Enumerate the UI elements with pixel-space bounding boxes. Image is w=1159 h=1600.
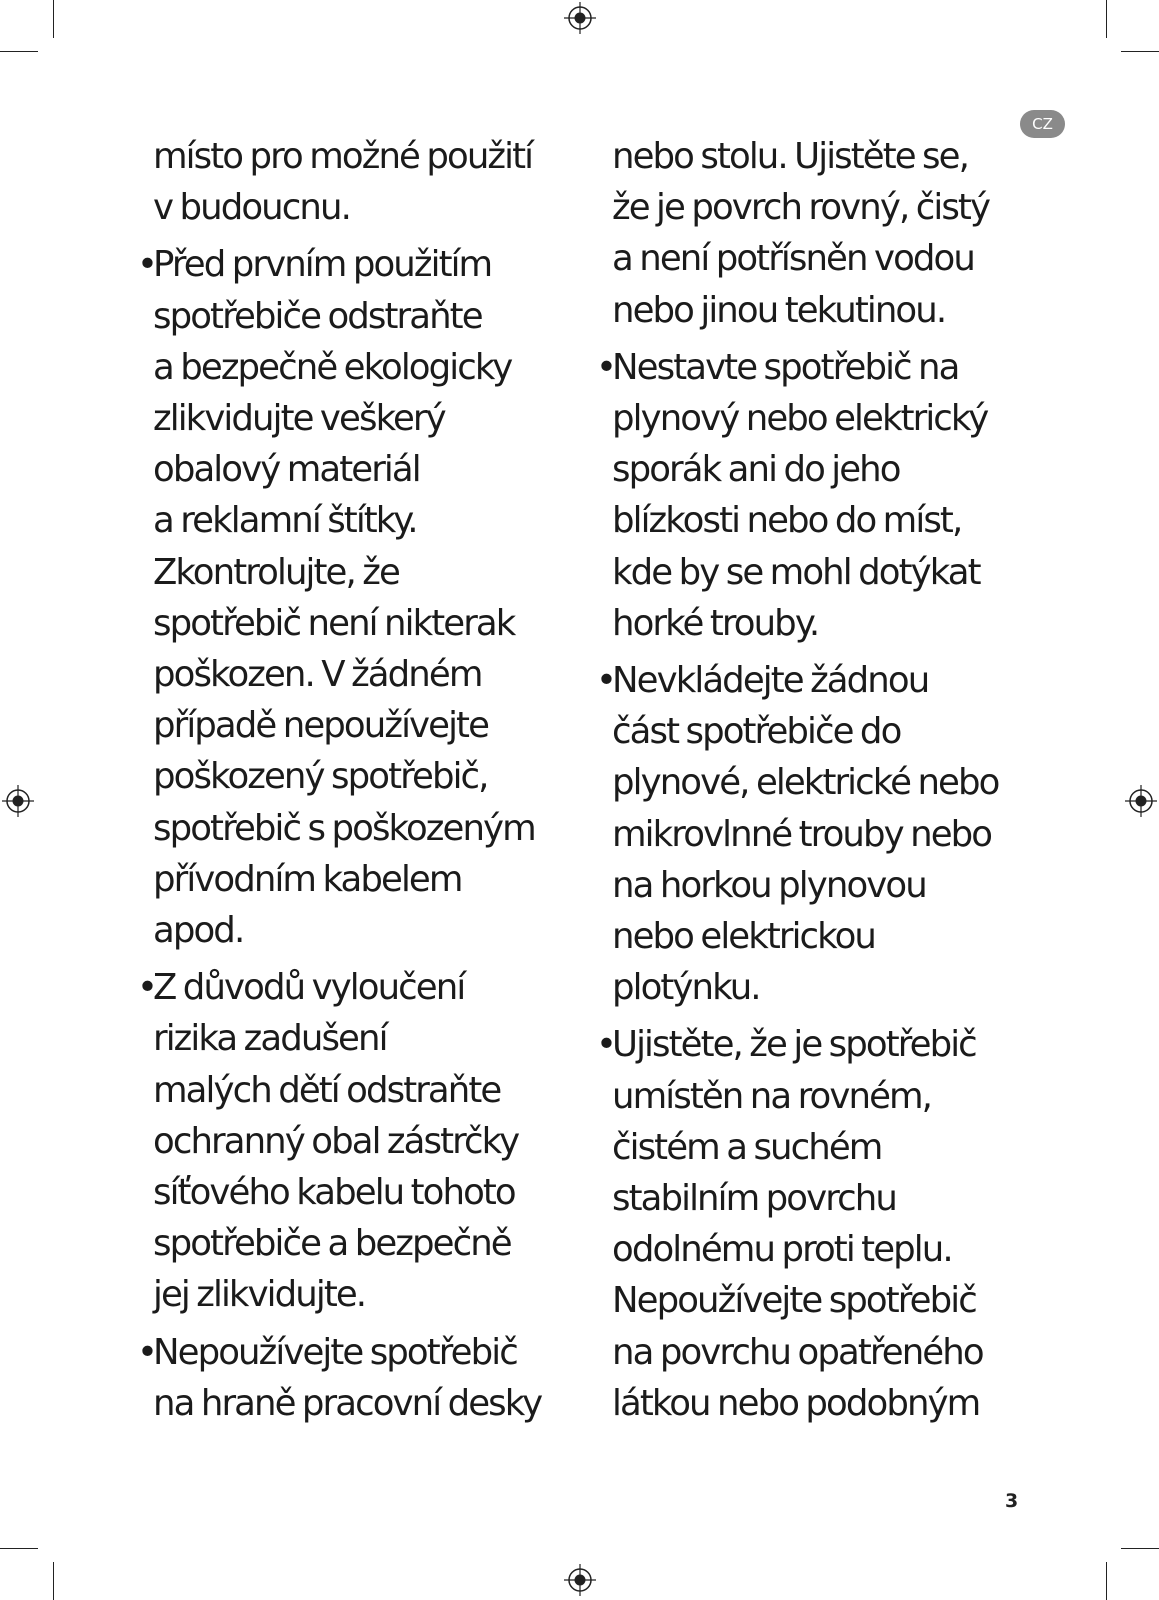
text-line: místo pro možné použití <box>153 136 533 177</box>
page-number: 3 <box>1005 1490 1019 1512</box>
bullet-icon: • <box>596 346 616 388</box>
text-line: Ujistěte, že je spotřebič <box>612 1024 976 1066</box>
text-line: na hraně pracovní desky <box>153 1382 542 1424</box>
bullet-icon: • <box>596 1024 616 1066</box>
text-line: Nepoužívejte spotřebič <box>153 1331 517 1373</box>
text-line: nebo stolu. Ujistěte se, <box>612 136 968 177</box>
text-line: sporák ani do jeho <box>612 449 900 491</box>
left-column <box>137 131 583 1429</box>
text-line: ochranný obal zástrčky <box>153 1120 519 1162</box>
crop-mark-bottom-right-v <box>1106 1562 1107 1600</box>
crop-mark-top-left-v <box>53 0 54 38</box>
text-line: na povrchu opatřeného <box>612 1331 983 1373</box>
text-line: Z důvodů vyloučení <box>153 967 465 1009</box>
crop-mark-bottom-right-h <box>1121 1548 1159 1549</box>
text-line: spotřebiče odstraňte <box>153 295 482 337</box>
text-line: Nepoužívejte spotřebič <box>612 1280 976 1322</box>
crop-mark-top-right-v <box>1106 0 1107 38</box>
crop-mark-bottom-left-h <box>0 1548 38 1549</box>
bullet-item <box>596 655 1042 1013</box>
right-column <box>596 131 1042 1429</box>
text-line: a není potřísněn vodou <box>612 238 974 280</box>
text-line: zlikvidujte veškerý <box>153 398 445 440</box>
crop-mark-top-left-h <box>0 51 38 52</box>
continuation-text <box>612 131 1042 336</box>
bullet-item <box>137 962 583 1320</box>
crop-mark-top-right-h <box>1121 51 1159 52</box>
crop-mark-bottom-left-v <box>53 1562 54 1600</box>
text-line: nebo jinou tekutinou. <box>612 289 946 331</box>
text-line: plynové, elektrické nebo <box>612 762 999 804</box>
text-line: odolnému proti teplu. <box>612 1229 952 1271</box>
bullet-icon: • <box>137 967 157 1009</box>
text-line: čistém a suchém <box>612 1126 882 1168</box>
text-line: část spotřebiče do <box>612 711 901 753</box>
text-line: umístěn na rovném, <box>612 1075 932 1117</box>
bullet-icon: • <box>137 1331 157 1373</box>
text-line: obalový materiál <box>153 449 420 491</box>
text-line: Nestavte spotřebič na <box>612 346 959 388</box>
text-line: poškozen. V žádném <box>153 654 482 696</box>
text-line: Nevkládejte žádnou <box>612 660 929 702</box>
continuation-text <box>153 131 583 233</box>
bullet-item <box>137 1327 583 1429</box>
registration-mark-right-icon <box>1124 784 1158 818</box>
text-line: poškozený spotřebič, <box>153 756 488 798</box>
text-line: síťového kabelu tohoto <box>153 1172 515 1214</box>
text-line: přívodním kabelem <box>153 858 462 900</box>
text-line: rizika zadušení <box>153 1018 387 1060</box>
text-line: případě nepoužívejte <box>153 705 489 747</box>
bullet-item <box>137 239 583 956</box>
text-line: stabilním povrchu <box>612 1178 896 1220</box>
text-line: jej zlikvidujte. <box>153 1274 366 1316</box>
bullet-item <box>596 1019 1042 1429</box>
text-line: malých dětí odstraňte <box>153 1069 501 1111</box>
bullet-icon: • <box>137 244 157 286</box>
text-line: na horkou plynovou <box>612 864 926 906</box>
registration-mark-left-icon <box>1 784 35 818</box>
text-line: látkou nebo podobným <box>612 1382 980 1424</box>
language-badge: CZ <box>1020 110 1065 138</box>
text-line: apod. <box>153 910 244 952</box>
text-line: kde by se mohl dotýkat <box>612 551 980 593</box>
text-line: spotřebič s poškozeným <box>153 807 535 849</box>
text-line: nebo elektrickou <box>612 916 875 958</box>
text-line: Zkontrolujte, že <box>153 551 399 593</box>
registration-mark-bottom-icon <box>563 1563 597 1597</box>
text-line: spotřebiče a bezpečně <box>153 1223 511 1265</box>
text-line: že je povrch rovný, čistý <box>612 187 990 229</box>
bullet-icon: • <box>596 660 616 702</box>
text-line: plotýnku. <box>612 967 760 1009</box>
text-line: plynový nebo elektrický <box>612 398 988 440</box>
text-line: spotřebič není nikterak <box>153 602 515 644</box>
text-line: horké trouby. <box>612 602 819 644</box>
text-line: Před prvním použitím <box>153 244 492 286</box>
bullet-item <box>596 342 1042 649</box>
registration-mark-top-icon <box>563 1 597 35</box>
text-line: v budoucnu. <box>153 187 350 229</box>
text-line: a reklamní štítky. <box>153 500 417 542</box>
text-line: a bezpečně ekologicky <box>153 346 512 388</box>
text-line: blízkosti nebo do míst, <box>612 500 962 542</box>
text-line: mikrovlnné trouby nebo <box>612 813 992 855</box>
